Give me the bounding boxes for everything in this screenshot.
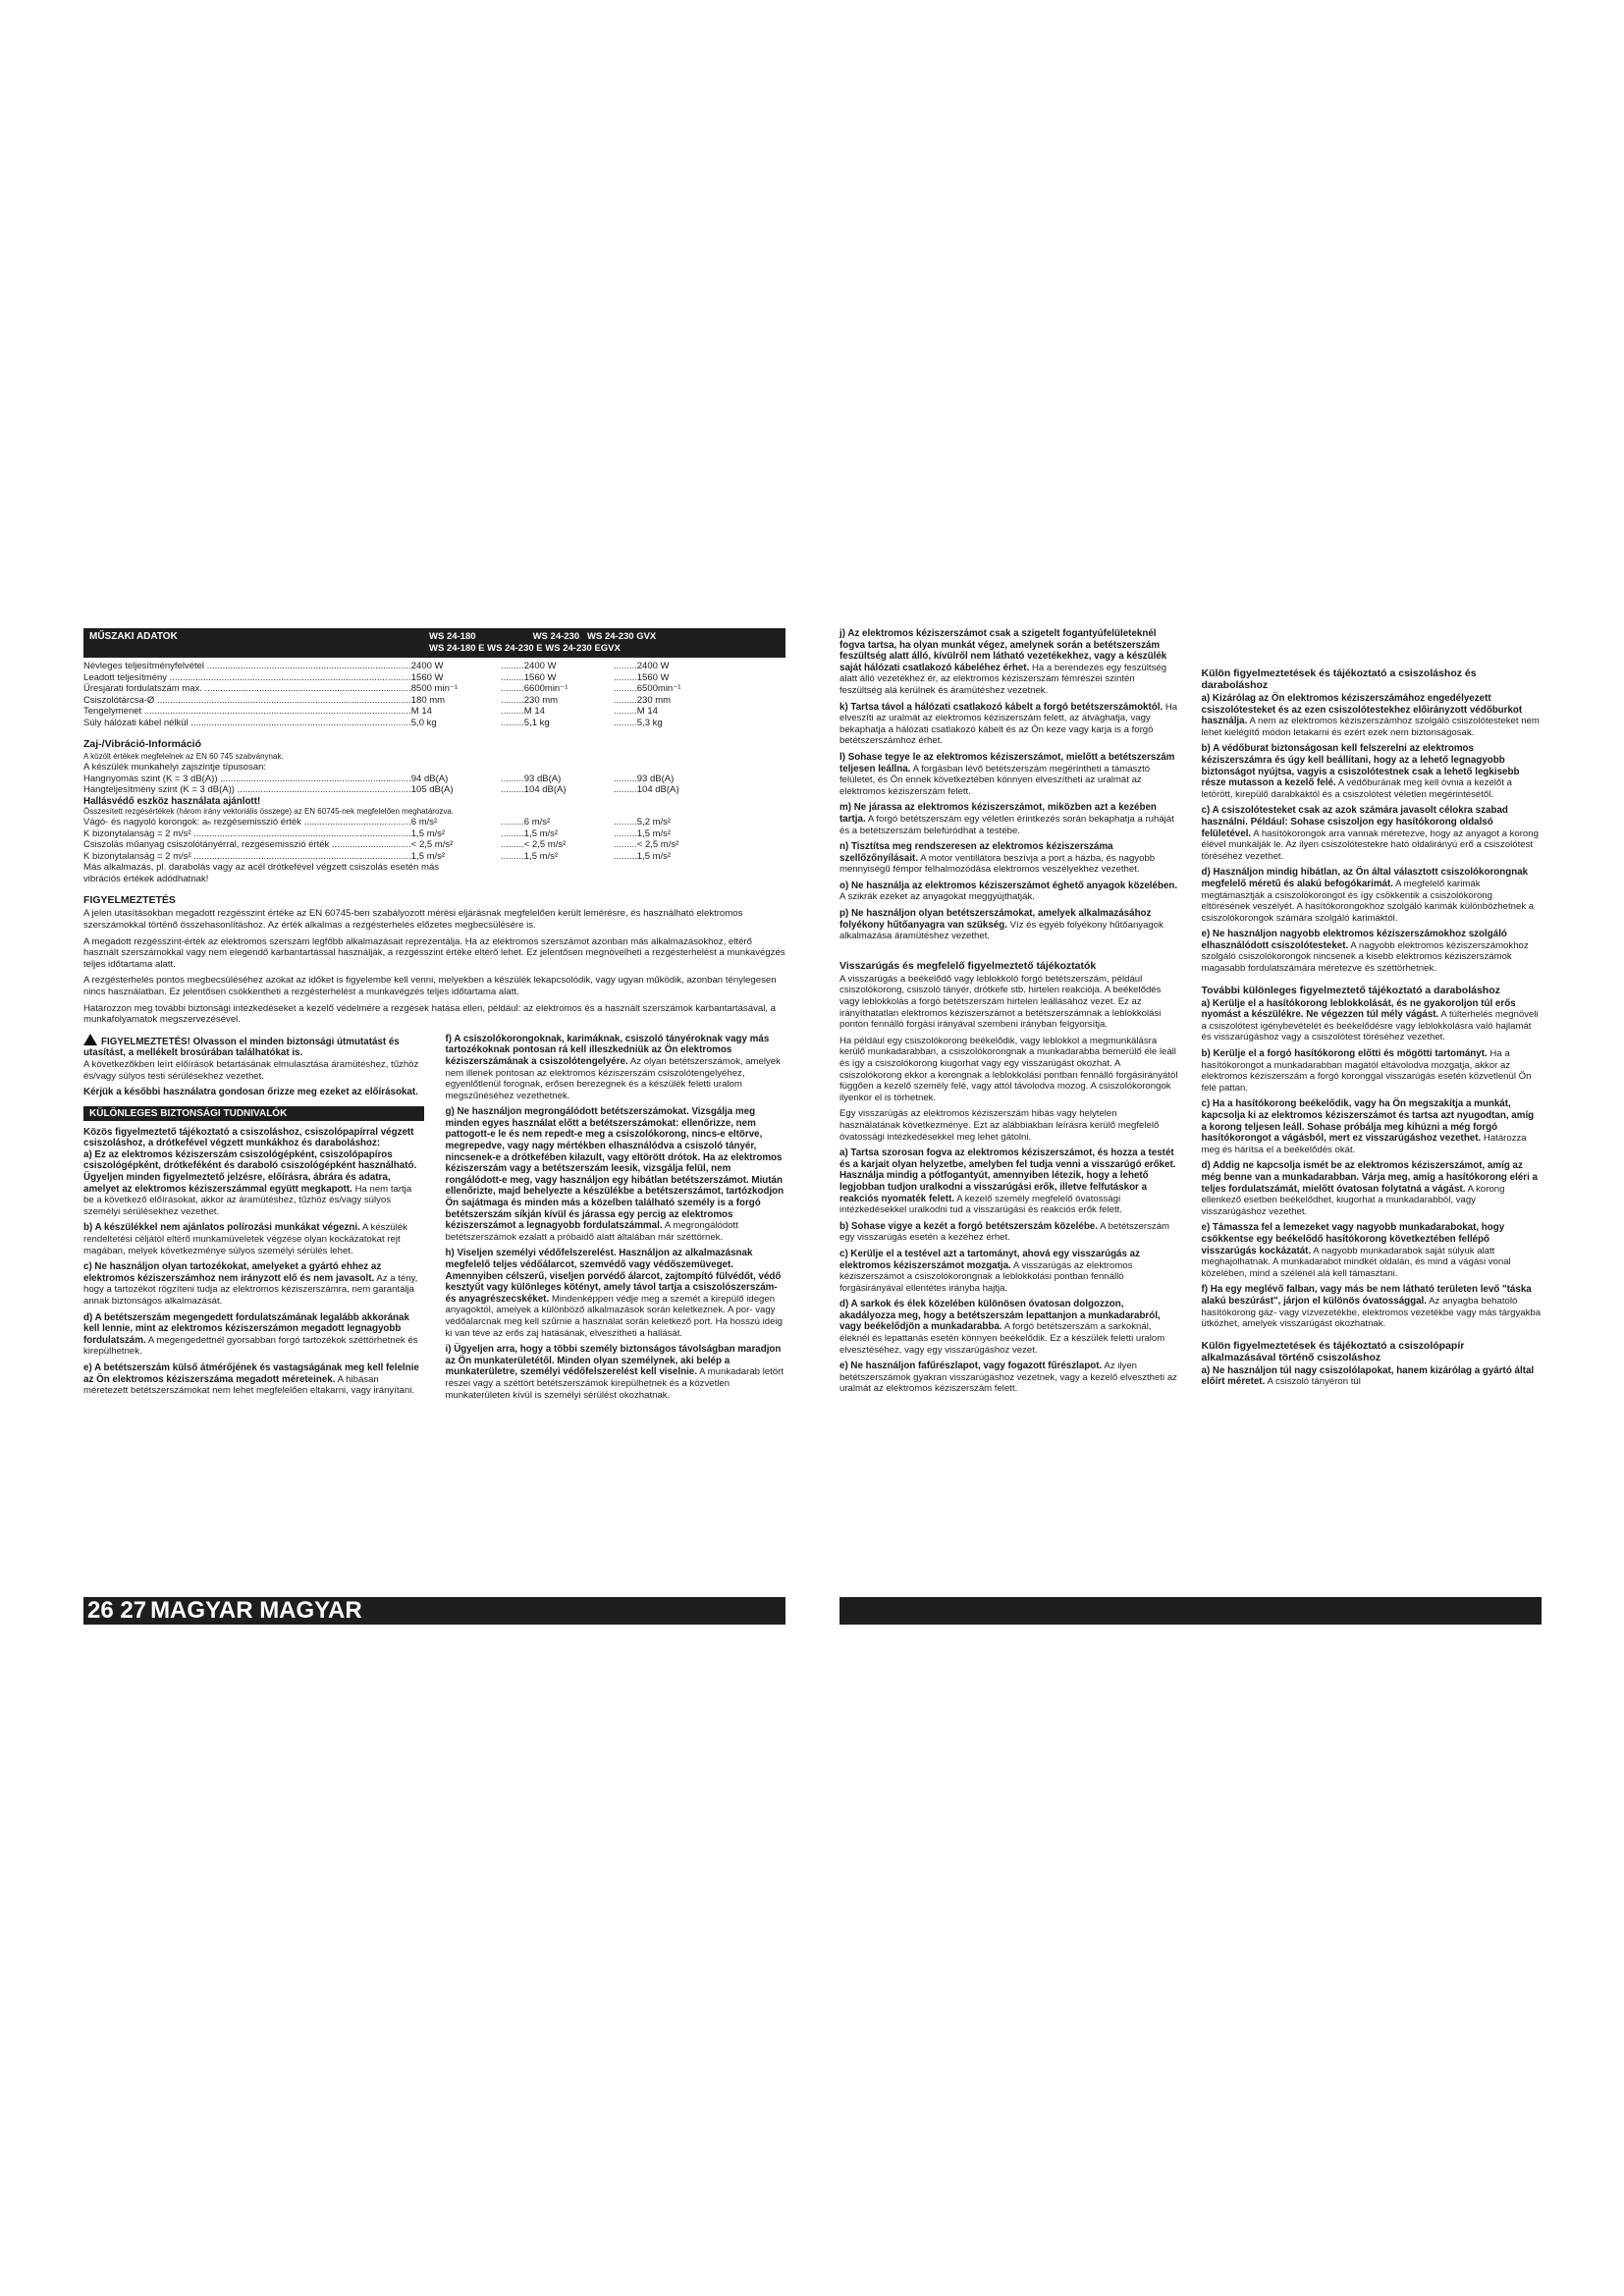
grind-c-bold: c) A csiszolótesteket csak az azok számára javasolt célokra szabad használni. Például: Sohase csiszoljon egy hasítókorong oldalsó felületével.: [1201, 805, 1508, 839]
noise-value: ..... 93 dB(A): [501, 774, 614, 785]
right-col-1: [839, 628, 1180, 1400]
spec-value: ..... 2400 W: [614, 661, 727, 672]
footer-bar-left: [83, 1597, 785, 1625]
spec-value: ..... 2400 W: [388, 661, 501, 672]
cut-f-bold: f) Ha egy meglévő falban, vagy más be nem látható területen levő "táska alakú beszúrást", járjon el különös óvatossággal.: [1201, 1284, 1532, 1307]
item-p-text: Víz és egyéb folyékony hűtőanyagok alkalmazása áramütéshez vezethet.: [839, 919, 1164, 942]
kick-b-bold: b) Sohase vigye a kezét a forgó betétszerszám közelébe.: [839, 1220, 1098, 1232]
warning-p4: Határozzon meg további biztonsági intézkedéseket a kezelő védelmére a rezgések hatása ellen, például: az elektromos és a használt szerszámok karbantartásával, a munkafolyamatok megszervezésével.: [83, 1002, 776, 1026]
spec-value: ..... M 14: [614, 706, 727, 718]
spec-label: Csiszolótárcsa-Ø .....: [83, 695, 388, 707]
noise-row: [83, 784, 785, 796]
spec-value: ..... 6500min⁻¹: [614, 683, 727, 695]
vibration-value: ..... < 2,5 m/s²: [388, 839, 501, 851]
vibration-value: ..... 1,5 m/s²: [501, 828, 614, 840]
right-columns: [839, 628, 1542, 1400]
vibration-value: ..... 5,2 m/s²: [614, 817, 727, 828]
kickback-p3: Egy visszarúgás az elektromos kéziszerszám hibás vagy helytelen használatának következménye. Ezt az alábbiakban leírásra kerülő megfelelő óvatossági intézkedésekkel meg lehet gátolni.: [839, 1108, 1160, 1143]
grinding-title: Külön figyelmeztetések és tájékoztató a csiszoláshoz és daraboláshoz: [1201, 667, 1477, 691]
noise-value: ..... 94 dB(A): [388, 774, 501, 785]
vibration-value: ..... 1,5 m/s²: [501, 851, 614, 863]
vibration-value: ..... 6 m/s²: [501, 817, 614, 828]
noise-note: A közölt értékek megfelelnek az EN 60 745 szabványnak.: [83, 752, 284, 761]
spec-row: [83, 695, 785, 707]
item-k-text: Ha elveszíti az uralmát az elektromos kéziszerszám felett, az átvághatja, vagy bekaphatja a hálózati csatlakozó kábelt és az Ön keze vagy karja is a forgó betétszerszámhoz érhet.: [839, 701, 1178, 747]
spec-row: [83, 706, 785, 718]
safety-col-2: [446, 1034, 786, 1406]
vibration-row: [83, 817, 785, 828]
grind-e-text: A nagyobb elektromos kéziszerszámokhoz szolgáló csiszolókorongok nincsenek a kisebb elektromos kéziszerszámok magasabb fordulatszámára méretezve és széttörhetnek.: [1201, 939, 1529, 975]
item-i-text: A munkadarab letört részei vagy a széttört betétszerszámok kirepülhetnek és a közvetlen munkaterületen kívül is személyi sérülést okozhatnak.: [445, 1366, 784, 1401]
spec-label: Üresjárati fordulatszám max. .....: [83, 683, 388, 695]
vibration-value: ..... 1,5 m/s²: [388, 851, 501, 863]
spec-value: ..... 5,0 kg: [388, 718, 501, 729]
item-i-bold: i) Ügyeljen arra, hogy a többi személy biztonságos távolságban maradjon az Ön munkaterületétől. Minden olyan személynek, aki belép a munkaterületre, személyi védőfelszerelést kell viselnie.: [445, 1344, 782, 1378]
noise-value: ..... 104 dB(A): [501, 784, 614, 796]
spec-value: ..... 2400 W: [501, 661, 614, 672]
spec-header: [83, 628, 785, 658]
noise-table: [83, 774, 785, 796]
cut-b-bold: b) Kerülje el a forgó hasítókorong előtti és mögötti tartományt.: [1201, 1048, 1488, 1060]
grind-c-text: A hasítókorongok arra vannak méretezve, hogy az anyagot a korong élével munkálják le. Az ilyen csiszolótestekre ható oldalirányú erő a csiszolótest töréséhez vezethet.: [1201, 828, 1539, 862]
safety-col-1: [83, 1034, 424, 1406]
page-left: [83, 628, 785, 1406]
warning-p1: A jelen utasításokban megadott rezgésszint értéke az EN 60745-ben szabályozott mérési eljárásnak megfelelően került lemérésre, és használható elektromos szerszámokkal történő összehasonlításhoz. Az érték alkalmas a rezgésterhelés előzetes megbecsülésére is.: [83, 908, 743, 931]
item-h-text: Mindenképpen védje meg a szemét a kirepülő idegen anyagoktól, amelyek a különböző alkalmazások során keletkeznek. A por- vagy védőálarcnak meg kell szűrnie a használat során keletkező port. Ha hosszú ideig ki van téve az erős zaj hatásának, elveszítheti a hallását.: [445, 1293, 783, 1339]
cutting-title: További különleges figyelmeztető tájékoztató a daraboláshoz: [1201, 984, 1500, 996]
item-g-text: A megrongálódott betétszerszámok ezalatt a próbaidő alatt általában már széttörnek.: [445, 1220, 738, 1243]
special-safety-title: KÜLÖNLEGES BIZTONSÁGI TUDNIVALÓK: [83, 1106, 424, 1121]
spec-value: ..... 230 mm: [614, 695, 727, 707]
page-right: [839, 628, 1542, 1400]
item-n-text: A motor ventillátora beszívja a port a házba, és nagyobb mennyiségű fémpor felhalmozódása elektromos veszélyekhez vezethet.: [839, 852, 1156, 876]
spec-value: ..... M 14: [501, 706, 614, 718]
hearing-note: Hallásvédő eszköz használata ajánlott!: [83, 795, 261, 807]
vibration-value: ..... 1,5 m/s²: [614, 828, 727, 840]
kick-e-text: Az ilyen betétszerszámok gyakran visszarúgáshoz vezetnek, vagy a kezelő elvesztheti az uralmát az elektromos kéziszerszám felett.: [839, 1361, 1177, 1395]
noise-intro: A készülék munkahelyi zajszintje típusosan:: [83, 762, 267, 773]
general-warning-title: FIGYELMEZTETÉS! Olvasson el minden biztonsági útmutatást és utasítást, a mellékelt brosúrában találhatókat is.: [83, 1036, 400, 1059]
spec-row: [83, 672, 785, 684]
kick-a-bold: a) Tartsa szorosan fogva az elektromos kéziszerszámot, és hozza a testét és a karjait olyan helyzetbe, amelyben fel tudja venni a visszarúgó erőket. Használja mindig a pótfogantyút, amennyiben létezik, hogy a lehető legjobban tudjon uralkodni a visszarúgási erők, illetve felfutáskor a reakciós nyomaték felett.: [839, 1148, 1176, 1204]
vibration-label: K bizonytalanság = 2 m/s² .....: [83, 851, 388, 863]
spec-label: Tengelymenet .....: [83, 706, 388, 718]
general-warning: [83, 1034, 424, 1059]
cut-d-bold: d) Addig ne kapcsolja ismét be az elektromos kéziszerszámot, amíg az még benne van a munkadarabban. Várja meg, amíg a hasítókorong eléri a teljes fordulatszámát, mielőtt óvatosan folytatná a vágást.: [1201, 1160, 1538, 1195]
spec-value: ..... 230 mm: [501, 695, 614, 707]
vibration-label: Csiszolás műanyag csiszolótányérral, rezgésemisszió érték .....: [83, 839, 388, 851]
vibration-value: ..... 6 m/s²: [388, 817, 501, 828]
item-j-text: Ha a berendezés egy feszültség alatt álló vezetékhez ér, az elektromos kéziszerszám fémrészei szintén feszültség alá kerülnek és áramütéshez vezetnek.: [839, 662, 1167, 696]
spec-value: ..... 5,3 kg: [614, 718, 727, 729]
keep-instructions: Kérjük a későbbi használatra gondosan őrizze meg ezeket az előírásokat.: [83, 1087, 418, 1098]
spec-row: [83, 661, 785, 672]
spec-title: MŰSZAKI ADATOK: [89, 631, 178, 642]
models-line-2: WS 24-180 E WS 24-230 E WS 24-230 EGVX: [429, 643, 621, 654]
footer-bar-right: [839, 1597, 1542, 1625]
item-l-text: A forgásban lévő betétszerszám megérintheti a támasztó felületet, és Ön ennek következtében könnyen elveszítheti az uralmát az elektromos kéziszerszám felett.: [839, 763, 1151, 797]
noise-title: Zaj-/Vibráció-Információ: [83, 738, 201, 750]
models-line-1: WS 24-180 WS 24-230 WS 24-230 GVX: [429, 631, 657, 642]
item-a-bold: a) Ez az elektromos kéziszerszám csiszológépként, csiszolópapíros csiszológépként, drótkeféként és daraboló csiszológépként használható. Ügyeljen minden figyelmeztető jelzésre, előírásra, ábrára és adatra, amelyet az elektromos kéziszerszámmal együtt megkapott.: [83, 1148, 417, 1195]
vibration-table: [83, 817, 785, 862]
kick-d-text: A forgó betétszerszám a sarkoknál, éleknél és lepattanás esetén könnyen beékelődik. Ez a készülék feletti uralom elvesztéséhez, vagy egy visszarúgáshoz vezet.: [839, 1321, 1165, 1356]
kick-e-bold: e) Ne használjon fafűrészlapot, vagy fogazott fűrészlapot.: [839, 1361, 1103, 1372]
noise-value: ..... 93 dB(A): [614, 774, 727, 785]
vibration-row: [83, 839, 785, 851]
item-p-bold: p) Ne használjon olyan betétszerszámokat, amelyek alkalmazásához folyékony hűtőanyagra van szükség.: [839, 908, 1152, 931]
noise-value: ..... 105 dB(A): [388, 784, 501, 796]
safety-columns: [83, 1034, 785, 1406]
spec-row: [83, 718, 785, 729]
vibration-other: Más alkalmazás, pl. darabolás vagy az acél drótkefével végzett csiszolás esetén más vibrációs értékek adódhatnak!: [83, 862, 440, 884]
vibration-value: ..... 1,5 m/s²: [388, 828, 501, 840]
item-j-bold: j) Az elektromos kéziszerszámot csak a szigetelt fogantyúfelületeknél fogva tartsa, ha olyan munkát végez, amelynek során a betétszerszám feszültség alatt álló, kívülről nem látható vezetékekhez, vagy a készülék saját hálózati csatlakozó kábeléhez érhet.: [839, 628, 1167, 673]
spec-value: ..... 1560 W: [388, 672, 501, 684]
item-c-bold: c) Ne használjon olyan tartozékokat, amelyeket a gyártó ehhez az elektromos kéziszerszámhoz nem irányzott elő és nem javasolt.: [83, 1261, 382, 1284]
spec-value: ..... 1560 W: [614, 672, 727, 684]
cut-b-text: Ha a hasítókorongot a munkadarabban magától eltávolodva mozgatja, akkor az elektromos kéziszerszám a forgó koronggal visszarúgás esetén közvetlenül Ön felé pattan.: [1201, 1048, 1532, 1094]
sand-a-text: A csiszoló tányéron túl: [1267, 1376, 1361, 1388]
grind-b-text: A védőburának meg kell óvnia a kezelőt a letörött, kirepülő darabkáktól és a csiszolótest véletlen megérintésétől.: [1201, 777, 1512, 800]
warning-p3: A rezgésterhelés pontos megbecsüléséhez azokat az időket is figyelembe kell venni, melyekben a készülék lekapcsolódik, vagy ugyan működik, azonban ténylegesen nincs használatban. Ez jelentősen csökkentheti a rezgésterhelést a munkavégzés teljes időtartama alatt.: [83, 975, 777, 997]
spec-value: ..... M 14: [388, 706, 501, 718]
cut-e-bold: e) Támassza fel a lemezeket vagy nagyobb munkadarabokat, hogy csökkentse egy beékelődő hasítókorong következtében fellépő visszarúgás kockázatát.: [1201, 1222, 1505, 1256]
cut-a-bold: a) Kerülje el a hasítókorong leblokkolását, és ne gyakoroljon túl erős nyomást a készülékre. Ne végezzen túl mély vágást.: [1201, 997, 1516, 1021]
item-b-bold: b) A készülékkel nem ajánlatos polírozási munkákat végezni.: [83, 1222, 360, 1234]
item-k-bold: k) Tartsa távol a hálózati csatlakozó kábelt a forgó betétszerszámoktól.: [839, 701, 1164, 713]
warning-title: FIGYELMEZTETÉS: [83, 894, 176, 907]
spec-table: [83, 661, 785, 728]
item-c-text: Az a tény, hogy a tartozékot rögzíteni tudja az elektromos kéziszerszámra, nem garantálja annak biztonságos alkalmazását.: [83, 1272, 418, 1307]
kick-c-bold: c) Kerülje el a testével azt a tartományt, ahová egy visszarúgás az elektromos kéziszerszámot mozgatja.: [839, 1248, 1141, 1271]
vibration-row: [83, 828, 785, 840]
kickback-p1: A visszarúgás a beékelődő vagy leblokkoló forgó betétszerszám, például csiszolókorong, csiszoló tányér, drótkefe stb. hirtelen reakciója. A beékelődés vagy leblokkolás a forgó betétszerszám hirtelen leállásához vezet. Ez az irányíthatatlan elektromos kéziszerszámot a betétszerszámnak a leblokkolási ponton fennálló forgási irányával szembeni irányban felgyorsítja.: [839, 973, 1162, 1031]
grind-b-bold: b) A védőburat biztonságosan kell felszerelni az elektromos kéziszerszámra és úgy kell beállítani, hogy az a lehető legnagyobb biztonságot nyújtsa, vagyis a csiszolótestnek csak a lehető legkisebb része mutasson a kezelő felé.: [1201, 743, 1520, 789]
kickback-p2: Ha például egy csiszolókorong beékelődik, vagy leblokkol a megmunkálásra kerülő munkadarabban, a csiszolókorongnak a munkadarabba bemerülő éle leáll és így a csiszolókorong kiugorhat vagy egy visszarúgást okozhat. A csiszolókorong ekkor a korongnak a leblokkolási pontban fennálló forgásirányától függően a kezelő személy felé, vagy attól távolodva mozog. A csiszolókorongok ilyenkor el is törhetnek.: [839, 1035, 1178, 1103]
cut-e-text: A nagyobb munkadarabok saját súlyuk alatt meghajolhatnak. A munkadarabot mindkét oldalán, és mind a vágási vonal közelében, mind a szélénél alá kell támasztani.: [1201, 1245, 1511, 1279]
vibration-value: ..... 1,5 m/s²: [614, 851, 727, 863]
grind-a-bold: a) Kizárólag az Ön elektromos kéziszerszámához engedélyezett csiszolótesteket és az ezen csiszolótestekhez előirányzott védőburkot használja.: [1201, 693, 1523, 727]
sand-a-bold: a) Ne használjon túl nagy csiszolólapokat, hanem kizárólag a gyártó által előírt méretet.: [1201, 1364, 1535, 1388]
general-warning-body: A következőkben leírt előírások betartásának elmulasztása áramütéshez, tűzhöz és/vagy súlyos testi sérülésekhez vezethet.: [83, 1058, 419, 1082]
item-f-bold: f) A csiszolókorongoknak, karimáknak, csiszoló tányéroknak vagy más tartozékoknak pontosan rá kell illeszkedniük az Ön elektromos kéziszerszámának a csiszolótengelyére.: [445, 1033, 770, 1067]
spec-label: Súly hálózati kábel nélkül .....: [83, 718, 388, 729]
noise-row: [83, 774, 785, 785]
kick-d-bold: d) A sarkok és élek közelében különösen óvatosan dolgozzon, akadályozza meg, hogy a betétszerszám lepattanjon a munkadarabról, vagy beékelődjön a munkadarabba.: [839, 1299, 1161, 1333]
vibration-label: K bizonytalanság = 2 m/s² .....: [83, 828, 388, 840]
item-f-text: Az olyan betétszerszámok, amelyek nem illenek pontosan az elektromos kéziszerszám csiszolótengelyéhez, egyenlőtlenül forognak, erősen berezegnek és a készülék feletti uralom megszűnéséhez vezethetnek.: [445, 1055, 781, 1101]
item-h-bold: h) Viseljen személyi védőfelszerelést. Használjon az alkalmazásnak megfelelő teljes védőálarcot, szemvédő vagy védőszemüveget. Amennyiben célszerű, viseljen porvédő álarcot, zajtompító fülvédőt, védő kesztyűt vagy különleges kötényt, amely távol tartja a csiszolószerszám- és anyagrészecskéket.: [445, 1248, 782, 1305]
noise-value: ..... 104 dB(A): [614, 784, 727, 796]
item-b-text: A készülék rendeltetési céljától eltérő munkamüveletek végzése olyan kockázatokat rejt magában, melyek következménye súlyos személyi sérülés lehet.: [83, 1222, 407, 1256]
common-warning-title: Közös figyelmeztető tájékoztató a csiszoláshoz, csiszolópapírral végzett csiszoláshoz, a drótkefével végzett munkákhoz és daraboláshoz:: [83, 1126, 414, 1149]
cut-f-text: Az anyagba behatoló hasítókorong gáz- vagy vízvezetékbe, elektromos vezetékbe vagy más tárgyakba ütközhet, amelyek visszarúgást okozhatnak.: [1201, 1295, 1542, 1330]
item-e-text: A hibásan méretezett betétszerszámokat nem lehet megfelelően eltakarni, vagy irányítani.: [83, 1373, 415, 1397]
warning-p2: A megadott rezgésszint-érték az elektromos szerszám legfőbb alkalmazásait reprezentálja. Ha az elektromos szerszámot azonban más alkalmazásokhoz, eltérő használt szerszámokkal vagy nem elegendő karbantartással használják, a rezgésszint értéke eltérő lehet. Ez jelentősen megnövelheti a rezgésterhelést a munkavégzés teljes időtartama alatt.: [83, 935, 785, 970]
grind-e-bold: e) Ne használjon nagyobb elektromos kéziszerszámokhoz szolgáló elhasználódott csiszolótesteket.: [1201, 929, 1507, 951]
item-e-bold: e) A betétszerszám külső átmérőjének és vastagságának meg kell felelnie az Ön elektromos kéziszerszáma megadott méreteinek.: [83, 1362, 419, 1385]
right-col-2: [1202, 628, 1543, 1400]
vibration-value: ..... < 2,5 m/s²: [501, 839, 614, 851]
cut-d-text: A korong ellenkező esetben beékelődhet, kiugorhat a munkadarabból, vagy visszarúgáshoz vezethet.: [1201, 1183, 1505, 1217]
spec-label: Névleges teljesítményfelvétel .....: [83, 661, 388, 672]
noise-label: Hangteljesítmény szint (K = 3 dB(A)) .....: [83, 784, 388, 796]
vibration-value: ..... < 2,5 m/s²: [614, 839, 727, 851]
item-g-bold: g) Ne használjon megrongálódott betétszerszámokat. Vizsgálja meg minden egyes használat előtt a betétszerszámokat: ellenőrizze, nem pattogott-e le és nem repedt-e meg a csiszolókorong, nincs-e eltörve, megrepedve, vagy nagy mértékben elhasználódva a csiszoló tányér, nincsenek-e a drótkefében kilazult, vagy eltörött drótok. Ha az elektromos kéziszerszám vagy a betétszerszám leesik, vizsgálja felül, nem rongálódott-e meg, vagy használjon egy hibátlan betétszerszámot. Miután ellenőrizte, majd behelyezte a készülékbe a betétszerszámot, tartózkodjon Ön sajátmaga és minden más a közelben található személy is a forgó betétszerszám síkján kívül és járassa egy percig az elektromos kéziszerszámot a legnagyobb fordulatszámmal.: [445, 1106, 785, 1232]
warning-triangle-icon: [83, 1034, 97, 1045]
cut-c-text: Határozza meg és hárítsa el a beékelődés okát.: [1201, 1133, 1527, 1155]
item-o-bold: o) Ne használja az elektromos kéziszerszámot éghető anyagok közelében.: [839, 880, 1178, 891]
kick-b-text: A betétszerszám egy visszarúgás esetén a kezéhez érhet.: [839, 1220, 1170, 1244]
item-l-bold: l) Sohase tegye le az elektromos kéziszerszámot, mielőtt a betétszerszám teljesen leállna.: [839, 751, 1175, 774]
page-numbers: 26 27: [87, 1597, 147, 1624]
spec-value: ..... 180 mm: [388, 695, 501, 707]
spec-label: Leadott teljesítmény .....: [83, 672, 388, 684]
kick-c-text: A visszarúgás az elektromos kéziszerszámot a csiszolókorongnak a leblokkolási pontban fennálló forgásirányával ellentétes irányba hajtja.: [839, 1259, 1133, 1294]
spec-value: ..... 5,1 kg: [501, 718, 614, 729]
sanding-title: Külön figyelmeztetések és tájékoztató a csiszolópapír alkalmazásával történő csiszoláshoz: [1201, 1339, 1465, 1363]
item-m-bold: m) Ne járassa az elektromos kéziszerszámot, miközben azt a kezében tartja.: [839, 802, 1157, 825]
language-label: MAGYAR MAGYAR: [150, 1597, 362, 1624]
spec-row: [83, 683, 785, 695]
kick-a-text: A kezelő személy megfelelő óvatossági intézkedésekkel uralkodni tud a visszarúgási és reakciós erők felett.: [839, 1193, 1122, 1216]
grind-a-text: A nem az elektromos kéziszerszámhoz szolgáló csiszolótesteket nem lehet kielégítő módon letakarni és ezért ezek nem biztonságosak.: [1201, 716, 1540, 738]
spec-value: ..... 6600min⁻¹: [501, 683, 614, 695]
grind-d-bold: d) Használjon mindig hibátlan, az Ön által választott csiszolókorongnak megfelelő méretű és alakú befogókarimát.: [1201, 867, 1529, 889]
item-m-text: A forgó betétszerszám egy véletlen érintkezés során bekaphatja a ruháját és a betétszerszám belefúródhat a testébe.: [839, 813, 1174, 836]
item-d-bold: d) A betétszerszám megengedett fordulatszámának legalább akkorának kell lennie, mint az elektromos kéziszerszámon megadott legnagyobb fordulatszám.: [83, 1311, 409, 1346]
vibration-row: [83, 851, 785, 863]
item-o-text: A szikrák ezeket az anyagokat meggyújthatják.: [839, 891, 1035, 903]
spec-models: [429, 628, 785, 658]
grind-d-text: A megfelelő karimák megtámasztják a csiszolókorongot és így csökkentik a csiszolókorong eltörésének veszélyét. A hasítókorongokhoz szolgáló karimák különbözhetnek a csiszolókorongok számára szolgáló karimáktól.: [1201, 878, 1535, 924]
kickback-title: Visszarúgás és megfelelő figyelmeztető tájékoztatók: [839, 959, 1097, 972]
item-d-text: A megengedettnél gyorsabban forgó tartozékok széttörhetnek és kirepülhetnek.: [83, 1334, 418, 1358]
vibration-intro: Összesített rezgésértékek (három irány vektoriális összege) az EN 60745-nek megfelelően meghatározva.: [83, 807, 455, 817]
cut-a-text: A túlterhelés megnöveli a csiszolótest igénybevételét és beékelődésre vagy leblokkolásra való hajlamát és visszarúgáshoz vagy a csiszolótest töréséhez vezethet.: [1201, 1009, 1539, 1043]
spec-value: ..... 8500 min⁻¹: [388, 683, 501, 695]
noise-label: Hangnyomás szint (K = 3 dB(A)) .....: [83, 774, 388, 785]
spec-value: ..... 1560 W: [501, 672, 614, 684]
vibration-label: Vágó- és nagyoló korongok: aₕ rezgésemisszió érték .....: [83, 817, 388, 828]
item-a-text: Ha nem tartja be a következő előírásokat, akkor az áramütéshez, tűzhöz és/vagy súlyos személyi sérülésekhez vezethet.: [83, 1183, 412, 1217]
item-n-bold: n) Tisztítsa meg rendszeresen az elektromos kéziszerszáma szellőzőnyílásait.: [839, 841, 1113, 864]
cut-c-bold: c) Ha a hasítókorong beékelődik, vagy ha Ön megszakítja a munkát, kapcsolja ki az elektromos kéziszerszámot és tartsa azt nyugodtan, amíg a korong teljesen leáll. Sohase próbálja meg kihúzni a még forgó hasítókorongot a vágásból, mert ez visszarúgáshoz vezethet.: [1201, 1098, 1535, 1145]
